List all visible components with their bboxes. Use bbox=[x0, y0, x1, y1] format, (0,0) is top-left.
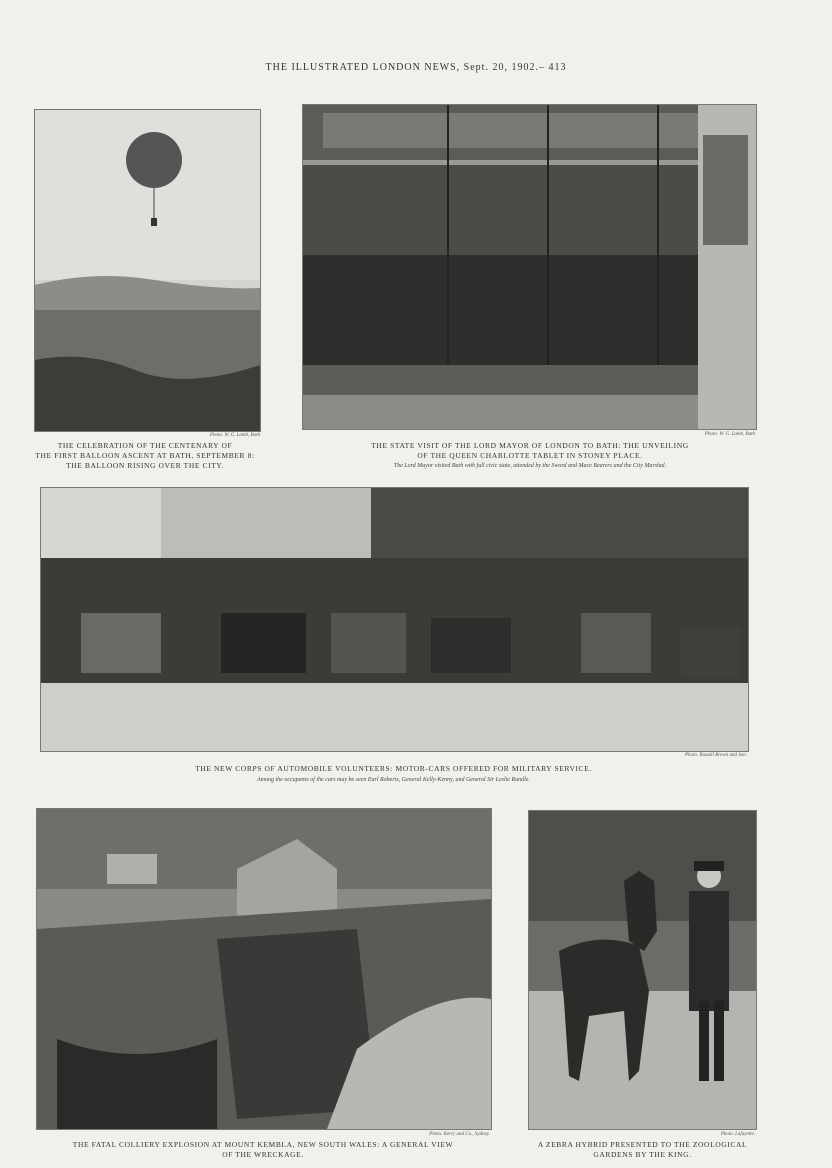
colliery-photo bbox=[36, 808, 492, 1130]
page-header: THE ILLUSTRATED LONDON NEWS, Sept. 20, 1902.– 413 bbox=[265, 62, 567, 73]
lord-mayor-credit: Photo. W. G. Lamb, Bath bbox=[704, 432, 755, 437]
colliery-credit: Photo. Kerry and Co., Sydney. bbox=[429, 1132, 490, 1137]
balloon-caption bbox=[20, 441, 270, 471]
motorcars-photo bbox=[40, 487, 749, 752]
motorcars-subcaption: Among the occupants of the cars may be seen Earl Roberts, General Kelly-Kenny, and General Sir Leslie Rundle. bbox=[257, 777, 530, 783]
caption-line: GARDENS BY THE KING. bbox=[593, 1150, 692, 1159]
caption-line: THE STATE VISIT OF THE LORD MAYOR OF LONDON TO BATH: THE UNVEILING bbox=[371, 441, 689, 450]
caption-line: OF THE WRECKAGE. bbox=[222, 1150, 304, 1159]
motorcars-credit: Photo. Russell Brown and Son. bbox=[684, 753, 747, 758]
lord-mayor-photo bbox=[302, 104, 757, 430]
motorcars-caption: THE NEW CORPS OF AUTOMOBILE VOLUNTEERS: MOTOR-CARS OFFERED FOR MILITARY SERVICE. bbox=[195, 764, 592, 773]
lord-mayor-caption bbox=[300, 441, 760, 461]
caption-line: THE CELEBRATION OF THE CENTENARY OF bbox=[57, 441, 233, 450]
zebra-caption bbox=[515, 1140, 770, 1160]
lord-mayor-subcaption: The Lord Mayor visited Bath with full civic state, attended by the Sword and Mace Bearers and the City Marshal. bbox=[393, 463, 667, 469]
caption-line: THE BALLOON RISING OVER THE CITY. bbox=[66, 461, 224, 470]
caption-line: A ZEBRA HYBRID PRESENTED TO THE ZOOLOGICAL bbox=[537, 1140, 748, 1149]
balloon-photo bbox=[34, 109, 261, 432]
caption-line: THE FIRST BALLOON ASCENT AT BATH, SEPTEMBER 8: bbox=[35, 451, 255, 460]
zebra-credit: Photo. Lafayette. bbox=[720, 1132, 755, 1137]
caption-line: THE FATAL COLLIERY EXPLOSION AT MOUNT KEMBLA, NEW SOUTH WALES: A GENERAL VIEW bbox=[72, 1140, 454, 1149]
balloon-credit: Photo. W. G. Lamb, Bath bbox=[209, 433, 260, 438]
colliery-caption bbox=[36, 1140, 490, 1160]
zebra-photo bbox=[528, 810, 757, 1130]
caption-line: OF THE QUEEN CHARLOTTE TABLET IN STONEY PLACE. bbox=[417, 451, 643, 460]
